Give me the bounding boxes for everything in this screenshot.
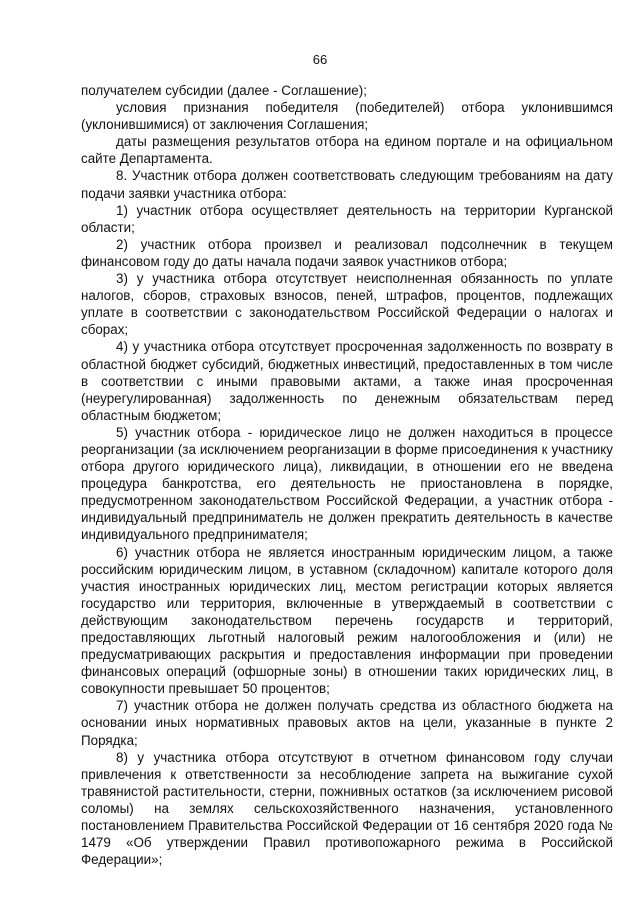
paragraph: 1) участник отбора осуществляет деятельность на территории Курганской области; bbox=[81, 202, 613, 235]
paragraph: 6) участник отбора не является иностранным юридическим лицом, а также российским юридическим лицом, в уставном (складочном) капитале которого доля участия иностранных юридических лиц, местом регистрации которых является государство или территория, включенные в утверждаемый в соответствии с действующим законодательством перечень государств и территорий, предоставляющих льготный налоговый режим налогообложения и (или) не предусматривающих раскрытия и предоставления информации при проведении финансовых операций (офшорные зоны) в отношении таких юридических лиц, в совокупности превышает 50 процентов; bbox=[81, 544, 613, 697]
paragraph: 3) у участника отбора отсутствует неисполненная обязанность по уплате налогов, сборов, страховых взносов, пеней, штрафов, процентов, подлежащих уплате в соответствии с законодательством Российской Федерации о налогах и сборах; bbox=[81, 271, 613, 338]
paragraph: 4) у участника отбора отсутствует просроченная задолженность по возврату в областной бюджет субсидий, бюджетных инвестиций, предоставленных в том числе в соответствии с иными правовыми актами, а также иная просроченная (неурегулированная) задолженность по денежным обязательствам перед областным бюджетом; bbox=[81, 339, 613, 423]
paragraph: условия признания победителя (победителей) отбора уклонившимся (уклонившимися) от заключения Соглашения; bbox=[81, 100, 613, 133]
page-number: 66 bbox=[312, 52, 328, 67]
document-body bbox=[81, 82, 613, 868]
paragraph: 5) участник отбора - юридическое лицо не должен находиться в процессе реорганизации (за исключением реорганизации в форме присоединения к участнику отбора другого юридического лица), ликвидации, в отношении его не введена процедура банкротства, его деятельность не приостановлена в порядке, предусмотренном законодательством Российской Федерации, а участник отбора - индивидуальный предприниматель не должен прекратить деятельность в качестве индивидуального предпринимателя; bbox=[81, 424, 613, 543]
paragraph: 8) у участника отбора отсутствуют в отчетном финансовом году случаи привлечения к ответственности за несоблюдение запрета на выжигание сухой травянистой растительности, стерни, пожнивных остатков (за исключением рисовой соломы) на землях сельскохозяйственного назначения, установленного постановлением Правительства Российской Федерации от 16 сентября 2020 года № 1479 «Об утверждении Правил противопожарного режима в Российской Федерации»; bbox=[81, 749, 613, 868]
paragraph: 7) участник отбора не должен получать средства из областного бюджета на основании иных нормативных правовых актов на цели, указанные в пункте 2 Порядка; bbox=[81, 698, 613, 748]
paragraph: 2) участник отбора произвел и реализовал подсолнечник в текущем финансовом году до даты начала подачи заявок участников отбора; bbox=[81, 236, 613, 269]
paragraph: даты размещения результатов отбора на едином портале и на официальном сайте Департамента. bbox=[81, 134, 613, 167]
paragraph: получателем субсидии (далее - Соглашение); bbox=[81, 83, 367, 98]
paragraph: 8. Участник отбора должен соответствовать следующим требованиям на дату подачи заявки участника отбора: bbox=[81, 168, 613, 201]
